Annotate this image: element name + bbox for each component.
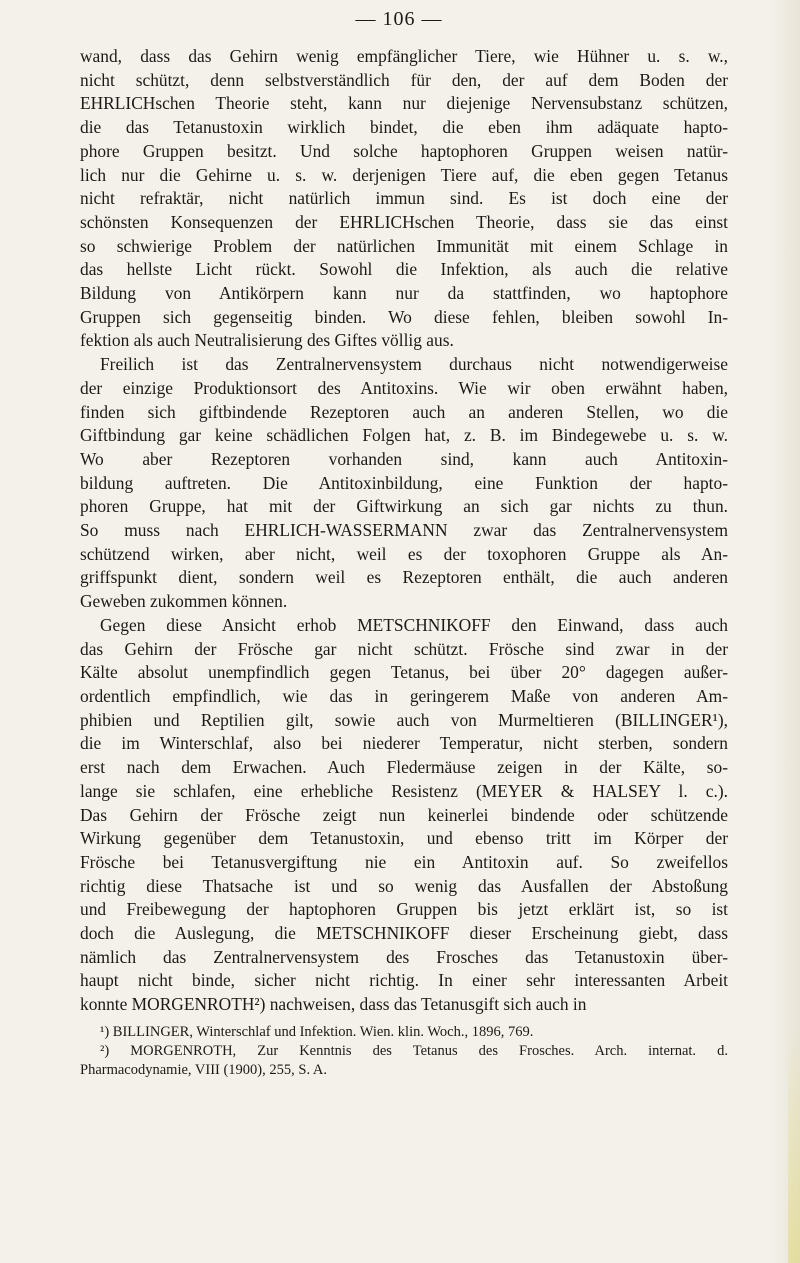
text-line: die im Winterschlaf, also bei niederer Temperatur, nicht sterben, sondern <box>80 733 728 754</box>
page-number: — 106 — <box>355 8 443 30</box>
footnote-line: Pharmacodynamie, VIII (1900), 255, S. A. <box>80 1061 327 1078</box>
text-line: fektion als auch Neutralisierung des Giftes völlig aus. <box>80 330 454 351</box>
text-line: Giftbindung gar keine schädlichen Folgen hat, z. B. im Bindegewebe u. s. w. <box>80 425 728 446</box>
text-line: lange sie schlafen, eine erhebliche Resistenz (MEYER & HALSEY l. c.). <box>80 780 728 801</box>
text-line: nicht schützt, denn selbstverständlich für den, der auf dem Boden der <box>80 69 728 90</box>
text-line: Wirkung gegenüber dem Tetanustoxin, und ebenso tritt im Körper der <box>80 828 728 849</box>
text-line: So muss nach EHRLICH-WASSERMANN zwar das Zentralnervensystem <box>80 520 728 541</box>
footnotes <box>80 1023 728 1080</box>
text-line: phore Gruppen besitzt. Und solche haptophoren Gruppen weisen natür- <box>80 140 728 161</box>
text-line: das Gehirn der Frösche gar nicht schützt. Frösche sind zwar in der <box>80 638 728 659</box>
footnote-line: ²) MORGENROTH, Zur Kenntnis des Tetanus des Frosches. Arch. internat. d. <box>100 1042 728 1059</box>
text-line: finden sich giftbindende Rezeptoren auch an anderen Stellen, wo die <box>80 401 728 422</box>
text-line: Wo aber Rezeptoren vorhanden sind, kann auch Antitoxin- <box>80 448 728 469</box>
text-line: Freilich ist das Zentralnervensystem durchaus nicht notwendigerweise <box>100 354 728 375</box>
text-line: der einzige Produktionsort des Antitoxins. Wie wir oben erwähnt haben, <box>80 377 728 398</box>
paragraph <box>80 614 728 1017</box>
text-line: doch die Auslegung, die METSCHNIKOFF dieser Erscheinung giebt, dass <box>80 923 728 944</box>
text-line: EHRLICHschen Theorie steht, kann nur diejenige Nervensubstanz schützen, <box>80 93 728 114</box>
text-line: haupt nicht binde, sicher nicht richtig. In einer sehr interessanten Arbeit <box>80 970 728 991</box>
text-line: so schwierige Problem der natürlichen Immunität mit einem Schlage in <box>80 235 728 256</box>
footnote-line: ¹) BILLINGER, Winterschlaf und Infektion. Wien. klin. Woch., 1896, 769. <box>100 1023 534 1040</box>
paragraph <box>80 353 728 614</box>
text-line: nicht refraktär, nicht natürlich immun sind. Es ist doch eine der <box>80 188 728 209</box>
text-line: phoren Gruppe, hat mit der Giftwirkung an sich gar nichts zu thun. <box>80 496 728 517</box>
text-line: Geweben zukommen können. <box>80 591 288 612</box>
text-line: wand, dass das Gehirn wenig empfänglicher Tiere, wie Hühner u. s. w., <box>80 46 728 66</box>
footnote <box>80 1042 728 1080</box>
text-line: Kälte absolut unempfindlich gegen Tetanus, bei über 20° dagegen außer- <box>80 662 728 683</box>
text-line: Gruppen sich gegenseitig binden. Wo diese fehlen, bleiben sowohl In- <box>80 306 728 327</box>
body-text <box>80 45 728 1017</box>
text-line: richtig diese Thatsache ist und so wenig das Ausfallen der Abstoßung <box>80 875 728 896</box>
text-line: schützend wirken, aber nicht, weil es der toxophoren Gruppe als An- <box>80 543 728 564</box>
text-line: und Freibewegung der haptophoren Gruppen bis jetzt erklärt ist, so ist <box>80 899 728 920</box>
text-line: phibien und Reptilien gilt, sowie auch von Murmeltieren (BILLINGER¹), <box>80 709 728 730</box>
text-line: ordentlich empfindlich, wie das in geringerem Maße von anderen Am- <box>80 685 728 706</box>
text-line: bildung auftreten. Die Antitoxinbildung, eine Funktion der hapto- <box>80 472 728 493</box>
text-line: Frösche bei Tetanusvergiftung nie ein Antitoxin auf. So zweifellos <box>80 851 728 872</box>
text-line: lich nur die Gehirne u. s. w. derjenigen Tiere auf, die eben gegen Tetanus <box>80 164 728 185</box>
text-line: Das Gehirn der Frösche zeigt nun keinerlei bindende oder schützende <box>80 804 728 825</box>
text-line: erst nach dem Erwachen. Auch Fledermäuse zeigen in der Kälte, so- <box>80 757 728 778</box>
text-line: Bildung von Antikörpern kann nur da stattfinden, wo haptophore <box>80 283 728 304</box>
text-line: konnte MORGENROTH²) nachweisen, dass das Tetanusgift sich auch in <box>80 994 587 1015</box>
text-line: die das Tetanustoxin wirklich bindet, die eben ihm adäquate hapto- <box>80 117 728 138</box>
text-line: nämlich das Zentralnervensystem des Frosches das Tetanustoxin über- <box>80 946 728 967</box>
text-line: schönsten Konsequenzen der EHRLICHschen Theorie, dass sie das einst <box>80 211 728 232</box>
text-line: das hellste Licht rückt. Sowohl die Infektion, als auch die relative <box>80 259 728 280</box>
paragraph <box>80 45 728 353</box>
footnote <box>80 1023 728 1042</box>
text-line: Gegen diese Ansicht erhob METSCHNIKOFF den Einwand, dass auch <box>100 614 728 635</box>
page-edge-stain <box>788 1030 800 1263</box>
book-page <box>80 8 728 1080</box>
text-line: griffspunkt dient, sondern weil es Rezeptoren enthält, die auch anderen <box>80 567 728 588</box>
